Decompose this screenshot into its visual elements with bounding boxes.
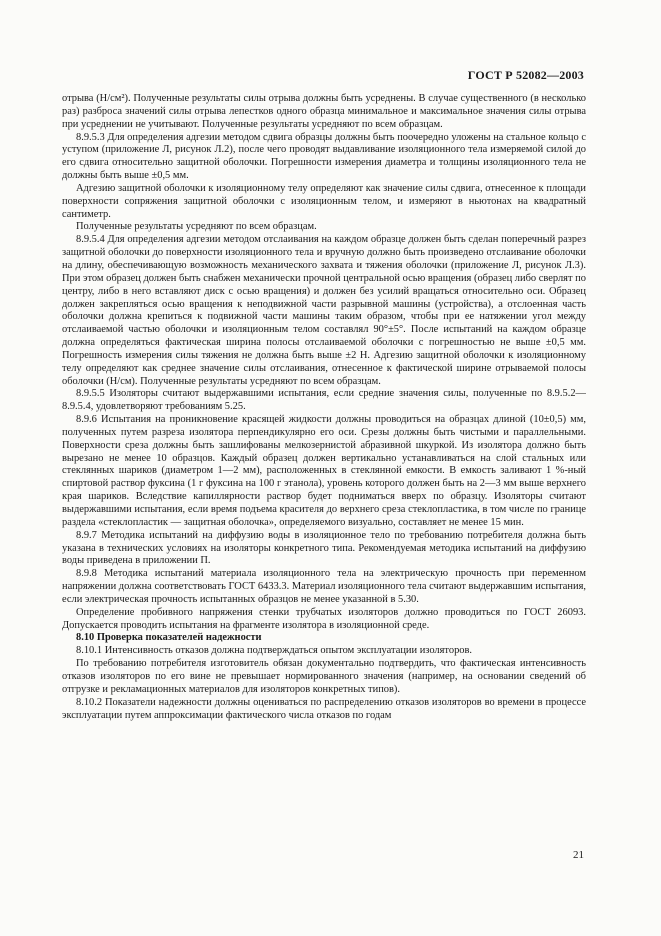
- paragraph-8-9-7: 8.9.7 Методика испытаний на диффузию воды в изоляционное тело по требованию потребителя должна быть указана в технических условиях на изоляторы конкретного типа. Рекомендуемая методика испытаний на диффузию воды приведена в приложении П.: [62, 529, 586, 567]
- paragraph-8-9-8: 8.9.8 Методика испытаний материала изоляционного тела на электрическую прочность при переменном напряжении должна соответствовать ГОСТ 6433.3. Материал изоляционного тела считают выдержавшим испытания, если электрическая прочность испытанных образцов не менее указанной в 5.30.: [62, 568, 586, 605]
- paragraph-8-9-5-4: 8.9.5.4 Для определения адгезии методом отслаивания на каждом образце должен быть сделан поперечный разрез защитной оболочки до поверхности изоляционного тела и вручную должно быть произведено отслаивание оболочки на длину, обеспечивающую возможность механического захвата и тяжения оболочки (приложение Л, рисунок Л.3). При этом образец должен быть снабжен механически прочной центральной осью вращения (образец либо сверлят по центру, либо в него вставляют диск с осью вращения) и должен без усилий вращаться относительно оси. Образец должен закрепляться осью вращения к неподвижной части разрывной машины (устройства), а отслоенная часть оболочки должна крепиться к подвижной части машины таким образом, чтобы при ее натяжении угол между отслаиваемой частью оболочки и изоляционным телом составлял 90°±5°. После испытаний на каждом образце должна определяться фактическая ширина полосы отслаиваемой оболочки с погрешностью не выше ±0,5 мм. Погрешность измерения силы тяжения не должна быть выше ±2 Н. Адгезию защитной оболочки к изоляционному телу определяют как среднее значение силы отслаивания, отнесенное к фактической ширине отрываемой полосы оболочки (Н/см). Полученные результаты усредняют по всем образцам.: [62, 234, 586, 387]
- section-heading-8-10: 8.10 Проверка показателей надежности: [76, 632, 262, 644]
- paragraph-8-9-5-5: 8.9.5.5 Изоляторы считают выдержавшими испытания, если средние значения силы, полученные по 8.9.5.2—8.9.5.4, удовлетворяют требованиям 5.25.: [62, 388, 586, 413]
- paragraph-manufacturer-obligation: По требованию потребителя изготовитель обязан документально подтвердить, что фактическая интенсивность отказов изоляторов по его вине не превышает нормированного значения (например, на основании сведений об отгрузке и рекламационных материалов для изоляторов конкретных типов).: [62, 658, 586, 695]
- paragraph-8-10-1: 8.10.1 Интенсивность отказов должна подтверждаться опытом эксплуатации изоляторов.: [76, 645, 473, 657]
- paragraph-otryva-continued: отрыва (Н/см²). Полученные результаты силы отрыва должны быть усреднены. В случае существенного (в несколько раз) разброса значений силы отрыва лепестков одного образца минимальное и максимальное значения силы отрыва при усреднении не учитывают. Полученные результаты усредняют по всем образцам.: [62, 93, 586, 130]
- paragraph-8-9-5-3: 8.9.5.3 Для определения адгезии методом сдвига образцы должны быть поочередно уложены на стальное кольцо с уступом (приложение Л, рисунок Л.2), после чего проводят выдавливание изоляционного тела измеряемой силой до его сдвига относительно защитной оболочки. Погрешности измерения диаметра и толщины изоляционного тела не должны быть выше ±0,5 мм.: [62, 131, 586, 182]
- paragraph-adhesion-shear-definition: Адгезию защитной оболочки к изоляционному телу определяют как значение силы сдвига, отнесенное к площади поверхности сопряжения защитной оболочки с изоляционным телом, и измеряют в ньютонах на квадратный сантиметр.: [62, 182, 586, 220]
- paragraph-averaging-note: Полученные результаты усредняют по всем образцам.: [76, 221, 317, 233]
- document-body: [62, 93, 586, 722]
- paragraph-8-10-2: 8.10.2 Показатели надежности должны оцениваться по распределению отказов изоляторов во времени в процессе эксплуатации путем аппроксимации фактического числа отказов по годам: [62, 696, 586, 721]
- paragraph-8-9-6: 8.9.6 Испытания на проникновение красящей жидкости должны проводиться на образцах длиной (10±0,5) мм, полученных путем разреза изолятора перпендикулярно его оси. Срезы должны быть чистыми и параллельными. Поверхности среза должны быть зашлифованы мелкозернистой абразивной шкуркой. Из изолятора должно быть вырезано не менее 10 образцов. Каждый образец должен вертикально устанавливаться на слой стальных или стеклянных шариков (диаметром 1—2 мм), расположенных в стеклянной емкости. В емкость заливают 1 %-ный спиртовой раствор фуксина (1 г фуксина на 100 г этанола), уровень которого должен быть на 2—3 мм выше верхнего края шариков. Вследствие капиллярности раствор будет подниматься вверх по образцу. Изоляторы считают выдержавшими испытания, если время подъема красителя до верхнего среза стеклопластика, в том числе по границе раздела «стеклопластик — защитная оболочка», определяемого визуально, составляет не менее 15 мин.: [62, 414, 586, 528]
- paragraph-breakdown-voltage: Определение пробивного напряжения стенки трубчатых изоляторов должно проводиться по ГОСТ 26093. Допускается проводить испытания на фрагменте изолятора в изоляционной среде.: [62, 606, 586, 631]
- page-header: ГОСТ Р 52082—2003: [467, 68, 584, 82]
- page-number: 21: [573, 849, 584, 861]
